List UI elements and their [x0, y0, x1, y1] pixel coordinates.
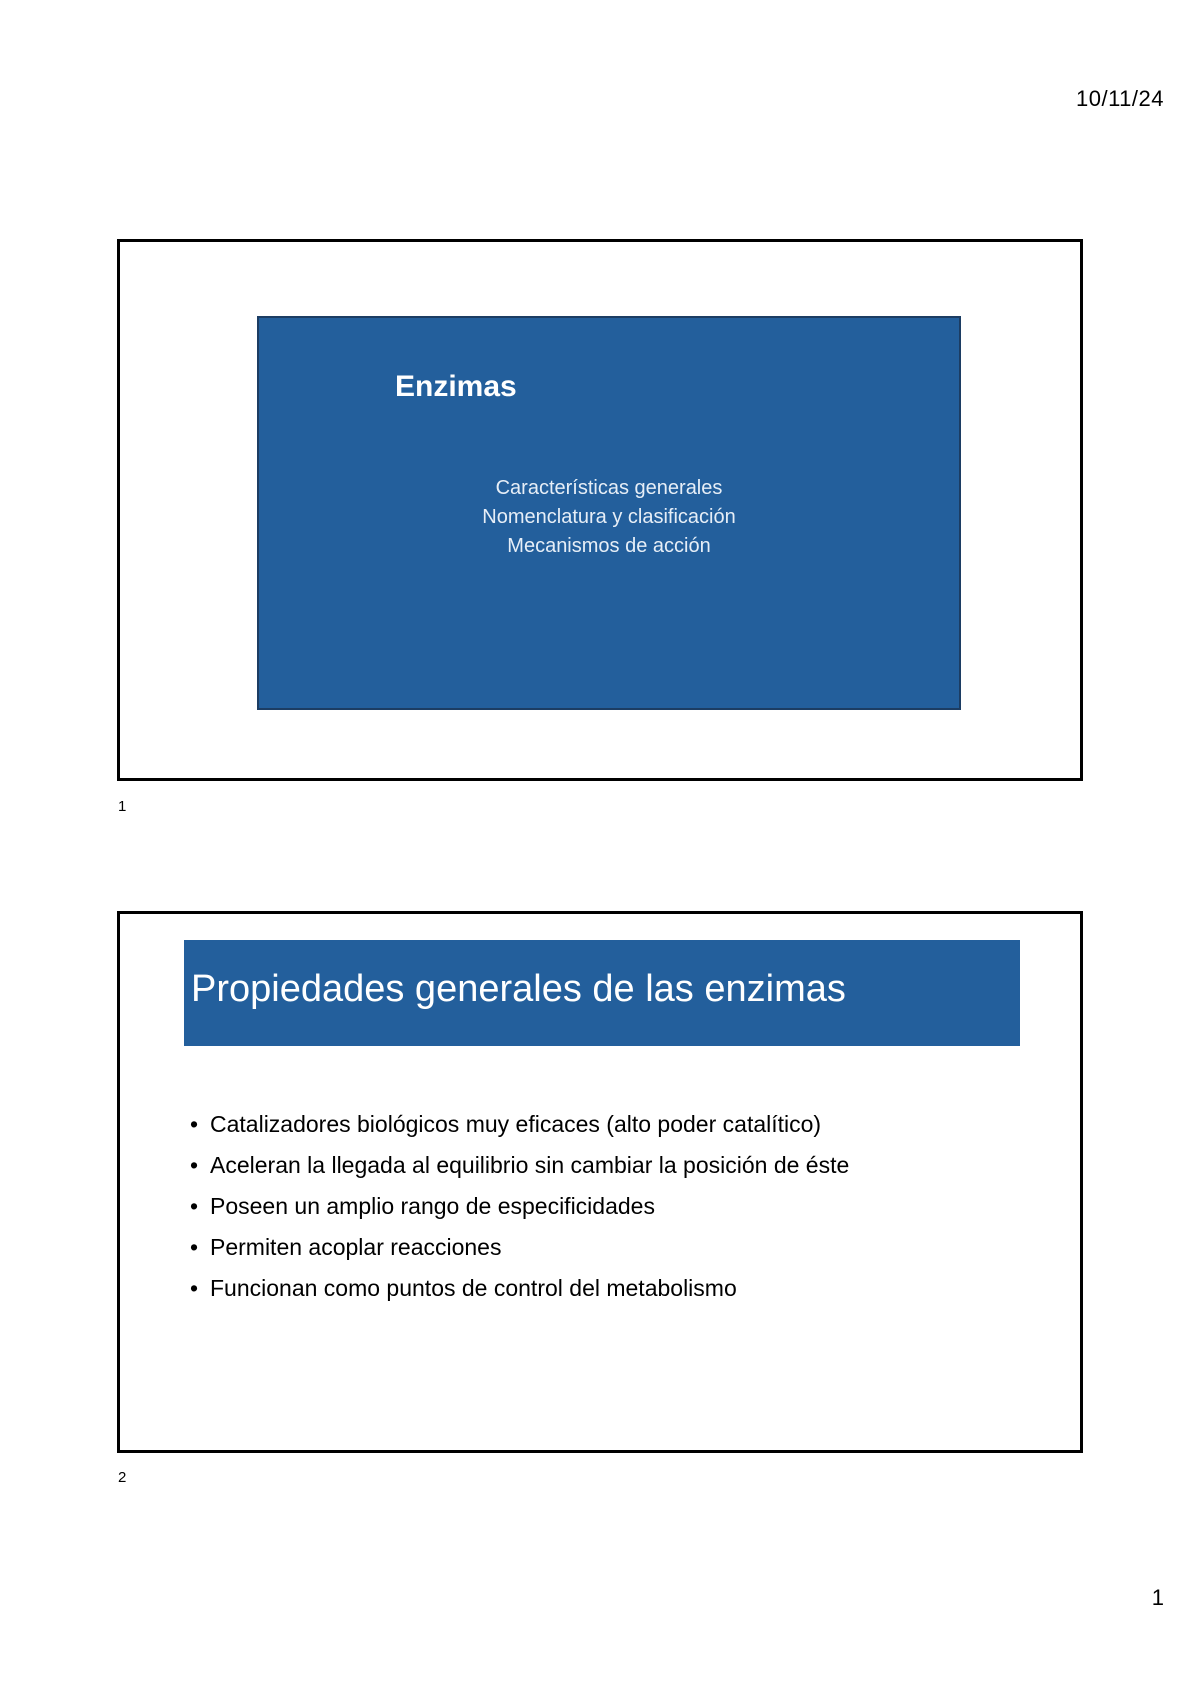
bullet-list	[190, 1104, 849, 1309]
topic-list	[259, 474, 959, 561]
bullet-icon: •	[190, 1152, 199, 1178]
list-item-text: Funcionan como puntos de control del metabolismo	[210, 1275, 737, 1301]
list-item-text: Permiten acoplar reacciones	[210, 1234, 502, 1260]
page-date: 10/11/24	[1075, 86, 1164, 111]
list-item	[190, 1145, 849, 1186]
topic-item: Mecanismos de acción	[507, 535, 711, 557]
slide-number: 1	[118, 798, 127, 815]
topic-item: Características generales	[495, 477, 723, 499]
slide-2	[117, 911, 1083, 1453]
bullet-icon: •	[190, 1234, 199, 1260]
bullet-icon: •	[190, 1193, 199, 1219]
list-item-text: Aceleran la llegada al equilibrio sin cambiar la posición de éste	[210, 1152, 850, 1178]
topic-item: Nomenclatura y clasificación	[482, 506, 736, 528]
list-item-text: Poseen un amplio rango de especificidades	[210, 1193, 655, 1219]
slide-number: 2	[118, 1469, 127, 1486]
list-item	[190, 1268, 849, 1309]
slide-header-band	[184, 940, 1020, 1046]
slide-1	[117, 239, 1083, 781]
page-number: 1	[1151, 1585, 1164, 1610]
list-item	[190, 1104, 849, 1145]
list-item	[190, 1227, 849, 1268]
title-box	[257, 316, 961, 710]
bullet-icon: •	[190, 1111, 199, 1137]
slide-title: Enzimas	[395, 370, 517, 403]
slide-title: Propiedades generales de las enzimas	[191, 968, 846, 1010]
list-item	[190, 1186, 849, 1227]
list-item-text: Catalizadores biológicos muy eficaces (alto poder catalítico)	[210, 1111, 822, 1137]
bullet-icon: •	[190, 1275, 199, 1301]
